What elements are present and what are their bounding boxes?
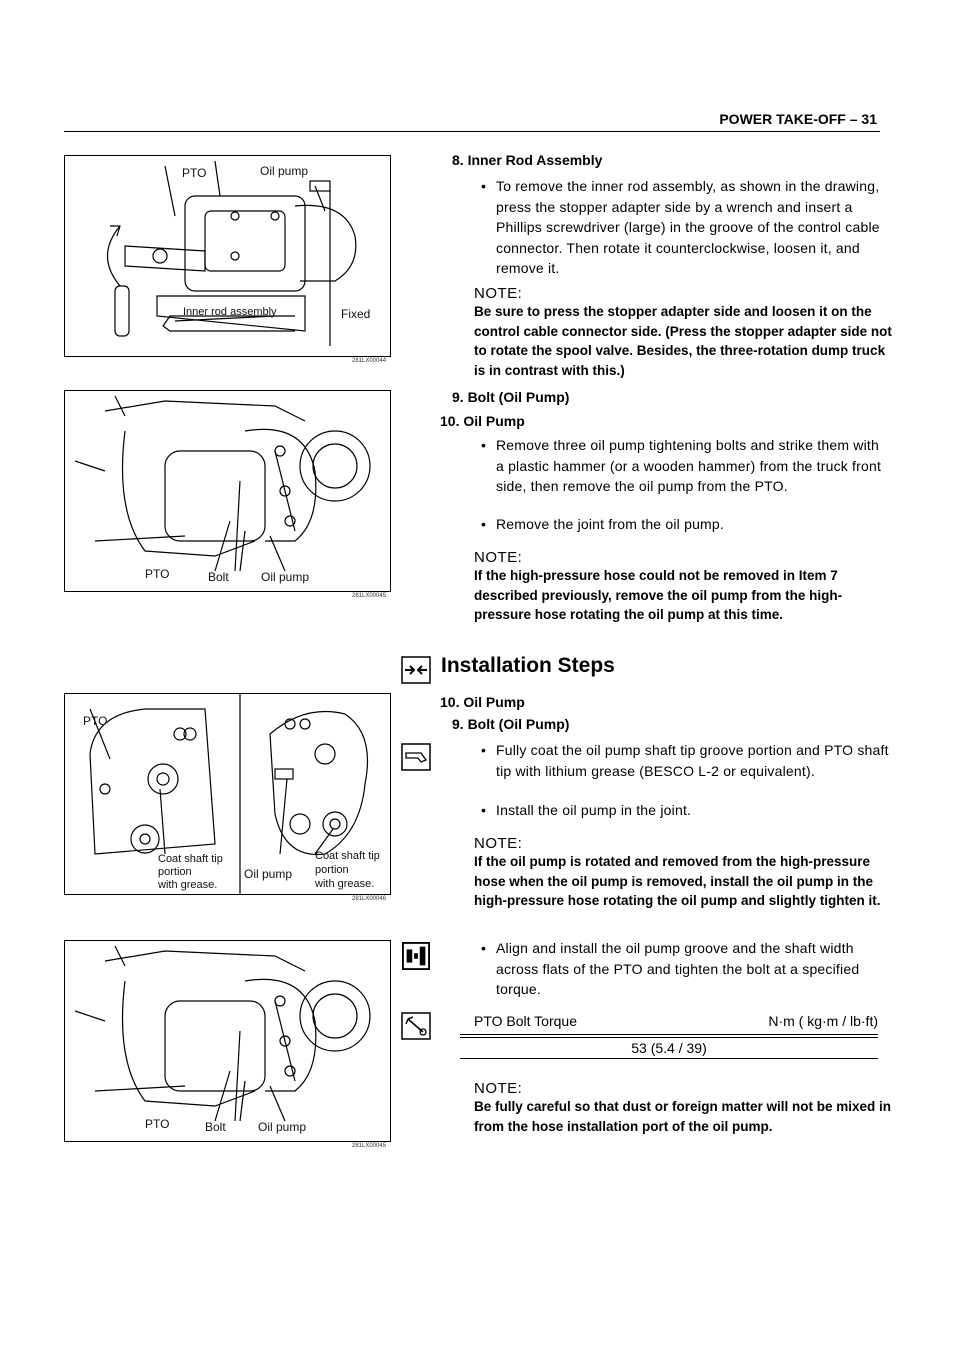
fig2-label-oil-pump: Oil pump (261, 570, 310, 584)
grease-brush-icon (401, 743, 431, 771)
bullet-dot: • (481, 742, 487, 758)
install-step-9-bullet-text-2: Install the oil pump in the joint. (496, 802, 692, 818)
inner-rod-illustration (65, 156, 390, 356)
fig3-label-coat-right-2: portion (315, 864, 349, 876)
fig1-code: 281LX00044 (352, 358, 387, 364)
figure-grease-points (64, 693, 391, 895)
install-step-9-title: 9. Bolt (Oil Pump) (452, 716, 570, 732)
fig2-label-bolt: Bolt (208, 570, 229, 584)
fig3-label-coat-right-3: with grease. (315, 878, 375, 890)
step-10-bullet-1 (481, 435, 891, 497)
fig1-label-pto: PTO (182, 166, 207, 180)
torque-table-value: 53 (5.4 / 39) (631, 1040, 707, 1056)
step-8-title: 8. Inner Rod Assembly (452, 152, 603, 168)
fig3-label-coat-right-1: Coat shaft tip (315, 850, 380, 862)
fig1-label-oil-pump: Oil pump (260, 164, 309, 178)
installation-steps-heading: Installation Steps (441, 654, 615, 677)
align-parts-icon (401, 942, 431, 970)
torque-table-header-left: PTO Bolt Torque (474, 1013, 577, 1029)
step-9-title: 9. Bolt (Oil Pump) (452, 389, 570, 405)
install-step-9-note-label: NOTE: (474, 835, 523, 852)
fig1-label-fixed: Fixed (341, 307, 371, 321)
fig3-label-coat-left-3: with grease. (158, 879, 218, 891)
step-10-bullet-text-2: Remove the joint from the oil pump. (496, 516, 724, 532)
step-8-note: Be sure to press the stopper adapter side and loosen it on the control cable connector side. (Press the stopper adapter side not to rotate the spool valve. Besides, the three-rotation dump truck is in contrast with this.) (474, 304, 892, 378)
step-10-bullet-2 (481, 514, 891, 535)
step-10-note: If the high-pressure hose could not be removed in Item 7 described previously, remove the oil pump from the high-pressure hose rotating the oil pump at this time. (474, 568, 843, 622)
bullet-dot: • (481, 802, 487, 818)
bullet-dot: • (481, 437, 487, 453)
install-step-9-bullet-text-1: Fully coat the oil pump shaft tip groove portion and PTO shaft tip with lithium grease (BESCO L-2 or equivalent). (496, 742, 889, 779)
torque-wrench-icon (401, 1012, 431, 1040)
fig4-label-oil-pump: Oil pump (258, 1120, 307, 1134)
fig4-label-pto: PTO (145, 1117, 170, 1131)
fig1-label-inner-rod: Inner rod assembly (183, 306, 277, 318)
fig3-label-coat-left-1: Coat shaft tip (158, 853, 223, 865)
install-step-9-bullet-2 (481, 800, 891, 821)
fig3-label-coat-left-2: portion (158, 866, 192, 878)
torque-table-rule-2 (460, 1037, 878, 1038)
final-note-label: NOTE: (474, 1080, 523, 1097)
step-8-bullet-text: To remove the inner rod assembly, as shown in the drawing, press the stopper adapter side by a wrench and insert a Phillips screwdriver (large) in the groove of the control cable connector. Then rotate it counterclockwise, loosen it, and remove it. (496, 178, 880, 276)
step-10-title: 10. Oil Pump (440, 413, 525, 429)
figure-oil-pump-install (64, 940, 391, 1142)
install-arrows-icon (401, 656, 431, 684)
oil-pump-removal-illustration (65, 391, 390, 591)
install-step-9-bullet-1 (481, 740, 891, 781)
step-8-note-label: NOTE: (474, 285, 523, 302)
step-10-note-label: NOTE: (474, 549, 523, 566)
oil-pump-install-illustration (65, 941, 390, 1141)
torque-table (460, 1007, 878, 1059)
fig4-code: 281LX00045 (352, 1143, 387, 1149)
fig3-label-oil-pump: Oil pump (244, 867, 293, 881)
torque-table-rule-3 (460, 1058, 878, 1059)
align-bullet (481, 938, 891, 1000)
page-header: POWER TAKE-OFF – 31 (719, 111, 877, 127)
fig4-label-bolt: Bolt (205, 1120, 226, 1134)
step-8-bullet-1 (481, 176, 891, 279)
install-step-9-note: If the oil pump is rotated and removed from the high-pressure hose when the oil pump is removed, install the oil pump in the high-pressure hose rotating the oil pump and slightly tighten it. (474, 854, 881, 908)
bullet-dot: • (481, 516, 487, 532)
torque-table-rule-1 (460, 1034, 878, 1035)
step-10-bullet-text-1: Remove three oil pump tightening bolts and strike them with a plastic hammer (or a wooden hammer) from the truck front side, then remove the oil pump from the PTO. (496, 437, 882, 494)
fig2-label-pto: PTO (145, 567, 170, 581)
fig2-code: 281LX00045 (352, 593, 387, 599)
align-bullet-text: Align and install the oil pump groove and the shaft width across flats of the PTO and tighten the bolt at a specified torque. (496, 940, 860, 997)
bullet-dot: • (481, 940, 487, 956)
header-rule (64, 131, 880, 132)
fig3-label-pto: PTO (83, 714, 108, 728)
bullet-dot: • (481, 178, 487, 194)
figure-oil-pump-removal (64, 390, 391, 592)
install-step-10-title: 10. Oil Pump (440, 694, 525, 710)
torque-table-header-right: N·m ( kg·m / lb·ft) (768, 1013, 878, 1029)
fig3-code: 281LX00046 (352, 896, 387, 902)
figure-inner-rod-removal (64, 155, 391, 357)
final-note: Be fully careful so that dust or foreign matter will not be mixed in from the hose installation port of the oil pump. (474, 1099, 892, 1134)
